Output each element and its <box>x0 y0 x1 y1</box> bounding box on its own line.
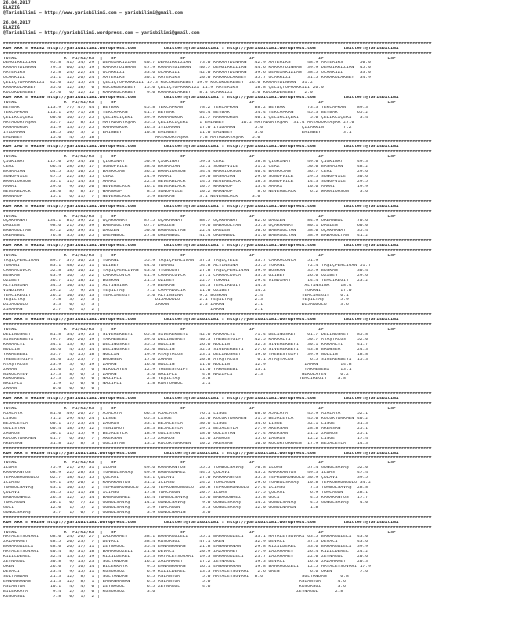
table-row: DEVACİ 23.4 9/ 15/ 11 | KUSURSUZ 6.9 KIZILDEREL 13.3 HAYALETSÜVARİ 2.6 OREN 6.6 OREN 7.6 <box>3 570 369 575</box>
table-row: BEYBAK 113.9 77/ 47/ 44 | BEYBAK 45.8 TEKCAPKAN 78.2 TEKCAPKAN 88.2 BEYBAK 73.3 TEKCAPKAN 89.3 <box>3 105 369 110</box>
table-row: ZAMAN 21.0 1/ 3/ 6 | NİKOLAYEV 12.9 THEBESTGIFT 11.0 YAKMEBEBI 13.1 YAKMEBEBI 13.1 <box>3 367 352 372</box>
separator-line: ########################################################################################################################################################### <box>3 402 432 407</box>
separator-line: ########################################################################################################################################################### <box>3 239 432 244</box>
table-row: TAŞİÇPEHLİVAN 89.7 37/ 36/ 23 | TURANI 55.9 TAŞİÇPEHLİVAN 37.3 TAŞİÇYELE 33.7 CARRACOVCA 51.9 <box>3 258 319 263</box>
table-row: GÖNÜLSAVAŞ 3.7 1/ 0/ 7 | GÖNÜLSAVAŞ 3.9 GÖNÜLNAMIN 3.0 <box>3 510 211 515</box>
section-title: KUM ARA = 99252 http://yarisbilimi.wordpress.com twitter:@Tarisbilimi : http://yarisbilimi.wordpress.com twitter:@Tarisbilimi <box>3 46 399 51</box>
table-row: WARRIORSON 33.1 11/ 14/ 33 | AMARI 22.3 NEVERBLACK 14.5 NEVERBLACK 18.3 SUNOFVILE 14.3 SUNOFVILE 29.5 <box>3 179 369 184</box>
table-row: TEPKOBRONGÜLÜ 62.7 18/ 42/ 15 | ÇOLAVI 43.1 ÇOLAVI 27.0 KARAKANTOS 35.3 TEPKOBRONGÜLÜ 30.9 ÇOLAVI 39.5 <box>3 476 369 481</box>
table-row: ZEYNAGÜL 30.8 9/ 13/ 23 | SULTANDAN 16.2 ZAZAHAMET 17.2 ZEYNAGÜL 19.3 DEVACİ 16.6 ZAZAHAMET 20.3 <box>3 560 369 565</box>
header-place-2: ELAZIĞ <box>3 25 20 31</box>
table-row: TEMCIREĞİT 26.2 10/ 16/ 13 | TEMCIREĞİT 5.0 ALTINSINA 9.2 BUSKAN 2.4 TEMCIREĞİT 6.1 <box>3 293 349 298</box>
separator-line: ########################################################################################################################################################### <box>3 323 432 328</box>
race-section <box>3 239 526 313</box>
table-row: İLUMS 75.9 21/ 29/ 31 | İLUMS 49.6 KARAKANTOS 55.5 TUMBULSAVAŞ 70.8 İLUMS 57.4 GÖNÜLSAVAŞ 52.0 <box>3 466 369 471</box>
separator-line: ########################################################################################################################################################### <box>3 209 432 214</box>
column-header: TOTAL K F1/K2/K3 | 5F 5F 2F 2F LSF <box>3 155 396 160</box>
table-row: UÇAKHANAT 134.1 81/ 39/ 22 | UÇAKHANAT 87.5 UÇAKHANAT 88.7 UÇAKHANAT 82.6 DAĞZEN 84.9 ÜREMNBOL 70.6 <box>3 219 369 224</box>
table-row: OZIBEY 36.7 11/ 18/ 12 | BUSKAN 21.5 OZIBEY 22.7 TURANI 29.4 VİNDIHAT 14.4 TEMCIREĞİT 23.2 <box>3 278 369 283</box>
separator-line: ########################################################################################################################################################### <box>3 51 432 56</box>
table-row: TUMCAĞON 20.1 0/ 7/ 12 | GÖNÜLSAVAŞ 14.2 GÖNÜLSAVAŞ 9.0 GÖNÜLSAVAŞ 14.2 GÖNÜLSAVAŞ 4.5 GÖNÜLSAVAŞ 4.0 <box>3 500 369 505</box>
table-row: DEMGİRKIZIAN 95.8 41/ 54/ 29 | DEMGİRKIZIAN 40.7 DEMGİRKIZIAN 73.0 KARAAYDINHAN 42.9 AATERİKS 48.9 AATERİKS 50.0 <box>3 61 371 66</box>
table-row: KÜCÜKDEREBEY 27.0 6/ 12/ 12 | KARAKULAKBEY 9.0 KARAKULAKBEY 8.1 UCARKIZI 3.0 KÜCÜKDEREBEY 2.0 <box>3 91 313 96</box>
header-credit-2: @Tarisbilimi — http://yarisbilimi.wordpress.com — yarisbilimi@gmail.com <box>3 30 200 36</box>
table-row: HAYALETSÜVARİ 40.4 8/ 31/ 18 | BAHARGÜZELİ 21.0 DEVACİ 20.9 ZAZAHAMET 27.9 ZAZAHAMET 26.4 KIZILDEREL 24.2 <box>3 550 369 555</box>
separator-line: ########################################################################################################################################################### <box>3 515 432 520</box>
race-sections <box>3 42 526 600</box>
table-row: DIJAODOLU 3.3 0/ 1/ 3 | ZARAN 2.3 ZARAN 2.1 DIJAODOLU 3.6 <box>3 303 349 308</box>
table-row: VİNDIHAT 29.2 5/ 9/ 24 | YEŞİLTAŞ 7.2 CAPPADOCIA 11.0 OZIBEY 14.2 TURANI 17.0 <box>3 288 352 293</box>
table-row: BİLEKKAYA 9.4 2/ 3/ 0 | KUSURSUZ 3.6 ZEYNAGÜL 2.8 <box>3 589 344 594</box>
table-row: BUSKAN 43.9 16/ 5/ 22 | CARRACOVCA 41.9 CARRACOVCA 27.1 CARRACOVCA 33.3 OZIBEY 26.6 OZIBEY 29.6 <box>3 273 369 278</box>
table-row: KUKURBOL 17.3 3/ 4/ 0 | NAZİFLİ 2.8 YEŞİLTAŞ 3.8 TEMCIREĞİT 3.8 <box>3 377 346 382</box>
race-section <box>3 516 526 600</box>
table-row: İCİMSU 49.1 19/ 20/ 2 | KARAKANTOS 31.2 İCİMSU 24.2 TUMCAĞON 29.6 TUMBULSAVAŞ 10.8 TEPKOBRONGÜLÜ 34.2 <box>3 481 371 486</box>
table-row: KÜCÜKTÜRKMEN 41.7 6/ 36/ 7 | AKERSAN 17.5 ZAGROS 12.6 ZAGROS 15.6 ZAGROS 12.2 LİSGE 17.4 <box>3 436 369 441</box>
table-row: EMINBEY 15.0 4/ 5/ 18 | MATADORYAŞAR 7.8 MATADORYAŞAR 5.0 <box>3 135 261 140</box>
table-row: UCARKIZI 51.1 12/ 26/ 24 | AATERİKS 30.1 AATERİKS 20.0 KARAKULAKBEY 35.7 UCARKIZI 31.5 KARAKULAKBEY 34.9 <box>3 76 371 81</box>
table-row: ÇELİKCIÇEKİ 60.0 16/ 17/ 25 | ÇELİKCIÇEKİ 39.9 RAHAMUKUR 31.7 RAHAMUKUR 40.1 ÇELİKCIÇEKİ 5.0 ÇELİKCIÇEKİ 3.4 <box>3 115 369 120</box>
section-title: KUM ARA = 99259 http://yarisbilimi.wordpress.com twitter:@Tarisbilimi : http://yarisbilimi.wordpress.com twitter:@Tarisbilimi <box>3 397 399 402</box>
header-date-2: 26.04.2017 <box>3 20 31 26</box>
table-row: İTİDAMAN 18.5 10/ 3/ 2 | EMINBEY 10.8 EMINBEY 11.0 EMINBEY 3.0 EMINBEY 3.1 <box>3 130 352 135</box>
table-row: GÜCİ 12.0 1/ 5/ 2 | GÖNÜLSAVAŞ 5.9 TUMCAĞON 3.3 GÖNÜLSAVAŞ 12.0 GÖNÜLNAMIN 1.8 <box>3 505 319 510</box>
table-row: CERZ 66.4 28/ 28/ 17 | SUNOFVILE 38.6 BASRAJAN 52.1 SUNOFVILE 51.2 CERZ 50.0 BASRAJAN 48.2 <box>3 165 369 170</box>
table-row: AATERİKS 72.8 24/ 22/ 14 | UCARKIZI 33.6 UCARKIZI 42.0 KARAAYDINHAN 39.6 DEMGİRKIZIAN 38.5 UCARKIZI 33.0 <box>3 71 371 76</box>
table-row: BEJALEYLA 60.1 17/ 23/ 24 | ZAGROS 33.1 BEJALEYLA 30.6 LİSGE 34.6 LİSGE 32.1 LİSGE 31.3 <box>3 421 369 426</box>
column-header: TOTAL K F1/K2/K3 | 5F 5F 2F 2F LSF <box>3 100 396 105</box>
table-row: ÜREMNBOL 76.8 35/ 18/ 25 | ÜREMNBOL 27.8 ÜREMNBOL 41.4 ÜREMNBOL 31.0 BABAGÜLTAN 38.9 BABAGÜLTAN 41.2 <box>3 234 369 239</box>
section-title: KUM ARA = 99250 http://yarisbilimi.wordpress.com twitter:@Tarisbilimi : http://yarisbilimi.wordpress.com twitter:@Tarisbilimi <box>3 96 399 101</box>
table-row: ÇOLAVI 34.5 11/ 11/ 10 | İCİMSU 17.8 TUMCAĞON 20.7 İLUMS 17.5 ÇOLAVI 6.9 TUMCAĞON 28.1 <box>3 491 369 496</box>
table-row: NİKOLAYEV 17.3 8/ 6/ 5 | ZAMAN 3.6 NAZİFLİ 4.8 NAZİFLİ 2.3 NİKOLAYEV 6.2 <box>3 372 349 377</box>
separator-line: ########################################################################################################################################################### <box>3 456 432 461</box>
table-row: TEKCAPKAN 113.1 29/ 71/ 28 | TEKCAPKAN 41.7 BEYBAK 64.4 BEYBAK 54.4 TEKCAPKAN 45.3 BEYBAK 65.2 <box>3 110 369 115</box>
table-row: THEBESTGIFT 34.0 15/ 23/ 7 | BROWSER 17.0 ZAMAN 20.8 ATAŞTACUS 6.1 ATAŞTACUS 6.5 SİVEREKBEYİ 15.3 <box>3 357 369 362</box>
column-header: TOTAL K F1/K2/K3 | 5F 5F 2F 2F LSF <box>3 461 396 466</box>
race-section <box>3 392 526 446</box>
table-row: KARAKANTOS 68.9 22/ 28/ 33 | TUMBULSAVAŞ 49.9 BABAGÖNMEZ 44.5 ÇOLAVI 43.2 KARAKANTOS 49.3 İLUMS 47.4 <box>3 471 369 476</box>
table-row: WARNAUP 15.1 6/ 11/ 7 | NEVERBLACK 5.9 BERKAN 3.1 NEVERBLACK 3.0 <box>3 194 261 199</box>
race-section <box>3 447 526 516</box>
table-row: ZIRAHAN 2.7 0/ 1/ 2 | ZARAN 2.1 <box>3 308 263 313</box>
table-row: KARAALTI 34.1 13/ 8/ 14 | DELİNUSRET 35.5 NOLLIN 26.6 NOLLIN 32.3 SİVEREKBEYİ 30.1 KARAALTI 41.7 <box>3 342 369 347</box>
table-row: BABAGÖNMEZ 26.3 12/ 2/ 14 | BABAGÖNMEZ 16.4 TUMBULSAVAŞ 15.6 BABAGÖNMEZ 15.8 GÜCİ 4.5 KARAKANTOS 17.7 <box>3 495 369 500</box>
race-section <box>3 313 526 392</box>
table-row: DAĞZEN 98.6 21/ 56/ 39 | BABAGÜLTAN 67.7 DAĞZEN 79.6 BABAGÜLTAN 55.3 UÇAKHANAT 80.1 DAĞZEN 60.0 <box>3 224 369 229</box>
table-row: GÜLİSTAN 60.4 18/ 19/ 12 | YENIUMUT 28.3 BEJALEYLA 29.1 BEJALEYLA 27.9 AKERSAN 28.8 AKERSAN 25.1 <box>3 426 369 431</box>
separator-line: ########################################################################################################################################################### <box>3 525 432 530</box>
table-row: NAZİFLİ 1.9 1/ 0/ 0 | NAZİFLİ 1.8 KURTUMBOL 2.1 <box>3 382 211 387</box>
table-row: TURANI 83.1 48/ 22/ 11 | OZIBEY 44.6 TURANI 54.8 ALTINSINA 55.5 TURANI 72.4 TAŞİÇPEHLİVAN 51.7 <box>3 263 371 268</box>
table-row: RAHAMUKUR 31.9 13/ 17/ 25 | RAHAMUKUR 16.3 İTİDAMAN 17.0 İTİDAMAN 5.0 ÇIZARKIN 7.2 <box>3 125 352 130</box>
table-row: KUSURSUZ 7.8 0/ 1/ 2 | <box>3 594 100 599</box>
table-row: ZAMAN 0.0 0/ 0/ 0 | <box>3 387 100 392</box>
table-row: DELİNUSRET 81.8 34/ 19/ 23 | SİVEREKBEYİ 65.8 SİVEREKBEYİ 42.6 KARAALTI 71.4 DELİNUSRET 61.7 DELİNUSRET 85.8 <box>3 333 369 338</box>
column-header: TOTAL K F1/K2/K3 | 5F 5F 2F 2F LSF <box>3 254 396 259</box>
section-title: KUM ARA = 99259 http://yarisbilimi.wordpress.com twitter:@Tarisbilimi : http://yarisbilimi.wordpress.com twitter:@Tarisbilimi <box>3 318 399 323</box>
separator-line: ########################################################################################################################################################### <box>3 150 432 155</box>
table-row: AKERSAN 31.8 12/ 8/ 3 | GÜLİSTAN 13.2 KÜCÜKTÜRKMEN 10.2 AKERSAN 10.0 KÜCÜKTÜRKMEN 17.9 BEJALEYLA 14.3 <box>3 441 369 446</box>
table-row: ZAZAHAMET 48.5 20/ 23/ 7 | DEVACİ 38.4 KUSURSUZ 47.1 OREN 32.9 DEVACİ 37.3 DEVACİ 43.6 <box>3 540 369 545</box>
table-row: NOLLIN 36.6 4/ 13/ 14 | DELİNUSRET 32.0 NOLLIN 32.3 SİVEREKBEYİ 27.6 SİVEREKBEYİ 43.8 BROWSER 24.3 <box>3 347 369 352</box>
table-row: OREN 26.0 7/ 16/ 14 | BİLEKKAYA 9.5 EMNANHAHAN 16.1 EMNANHAHAN 19.8 BAHARGÜZELİ 12.5 HAYALETSÜVARİ 17.9 <box>3 565 371 570</box>
table-row: CARRACOVCA 52.8 18/ 16/ 12 | TAŞİÇPEHLİVAN 43.6 YTUNUUST 27.8 TAŞİÇPEHLİVAN 39.9 BUSKAN 35.9 BUSKAN 30.4 <box>3 268 369 273</box>
separator-line: ########################################################################################################################################################### <box>3 446 432 451</box>
column-header: TOTAL K F1/K2/K3 | 5F 5F 2F 2F LSF <box>3 214 396 219</box>
column-header: TOTAL K F1/K2/K3 | 5F 5F 2F 2F LSF <box>3 328 396 333</box>
table-row: ASIANTUR 10.1 4/ 4/ 0 | ZEYNAGÜL 6.5 ZEYNAGÜL 4.6 KUSURSUZ 3.6 <box>3 584 346 589</box>
table-row: SUNOFVILE 47.5 22/ 18/ 15 | CERZ 24.9 AMARI 29.0 BASRAJAN 29.0 SUNOFVILE 29.5 SUNOFVILE 30.6 <box>3 175 369 180</box>
table-row: MATADORYAŞAR 35.7 12/ 8/ 15 | MATADORYAŞAR 35.5 ÇELİKCIÇEKİ 1 EMINBEY 16.2 MATADORYAŞAR 31.4 MATADORYAŞAR 27.0 <box>3 120 355 125</box>
header-date-1: 26.04.2017 <box>3 1 31 6</box>
section-title: KUM ARA = 99250 http://yarisbilimi.wordpress.com twitter:@Tarisbilimi : http://yarisbilimi.wordpress.com twitter:@Tarisbilimi <box>3 204 399 209</box>
table-row: BASRAJAN 64.5 33/ 10/ 25 | BASRAJAN 36.2 WARRIORSON 34.4 WARRIORSON 40.4 BASRAJAN 36.7 CERZ 29.6 <box>3 170 369 175</box>
table-row: HAYALETSÜVARİ 68.0 24/ 26/ 27 | ZAZAHAMET 38.1 BAHARGÜZELİ 55.1 BAHARGÜZELİ 33.1 HAYALETSÜVARİ 63.5 BAHARGÜZELİ 43.0 <box>3 535 369 540</box>
table-row: AMARI 29.6 9/ 16/ 20 | NEVERBLACK 16.1 NEVERBLACK 10.7 WARNAUP 13.4 AMARI 10.6 AMARI 19.9 <box>3 184 369 189</box>
table-row: SİVEREKBEYİ 79.7 30/ 26/ 19 | YAKMEBEBI 39.6 DELİNUSRET 40.3 THEBESTGIFT 42.5 KARAALTI 50.7 ATAŞTACUS 52.0 <box>3 337 369 342</box>
section-title: KUM ZMO = 99259 http://yarisbilimi.wordpress.com twitter:@Tarisbilimi : http://yarisbilimi.wordpress.com twitter:@Tarisbilimi <box>3 145 399 150</box>
column-header: TOTAL K F1/K2/K3 | 5F 5F 2F 2F LSF <box>3 407 396 412</box>
column-header: TOTAL K F1/K2/K3 | 5F 5F 2F 2F LSF <box>3 530 396 535</box>
separator-line: ########################################################################################################################################################### <box>3 199 432 204</box>
separator-line: ########################################################################################################################################################### <box>3 140 432 145</box>
table-row: NEVERBLACK 28.0 8/ 8/ 17 | WARNAUP 8.5 SUNOFVILE 10.2 WARNAUP 8.6 NEVERBLACK 6.2 WARRIORSON 3.6 <box>3 189 369 194</box>
separator-line: ########################################################################################################################################################### <box>3 249 432 254</box>
table-row: LİSGE 71.2 29/ 44/ 24 | LİSGE 65.3 LİSGE 52.0 KÜCÜKTÜRKMEN 51.5 BEJALEYLA 45.0 KÜCÜKTÜRKMEN 40.2 <box>3 416 369 421</box>
table-row: SULTANDAN 21.3 12/ 8/ 1 | SULTANDAN 6.5 ASIANTUR 5.0 HAYALETSÜVARİ 8.6 SULTANDAN 6.8 <box>3 574 349 579</box>
table-row: ATAŞTACUS 23.9 3/ 6/ 19 | ZAMAN 16.0 NOLLIN 11.6 NOLLIN 12.9 ZAMAN 14.8 <box>3 362 352 367</box>
table-row: EMNANHANAN 21.3 12/ 8/ 1 | EMNANHANAN 6.5 ASIANTUR 5.0 ASIANTUR 4.6 <box>3 579 346 584</box>
section-title: KUM ARA = 99252 http://yarisbilimi.wordpress.com twitter:@Tarisbilimi : http://yarisbilimi.wordpress.com twitter:@Tarisbilimi <box>3 244 399 249</box>
race-section <box>3 42 526 141</box>
table-row: AJALAYA 81.0 49/ 26/ 27 | AJALAYA 66.3 AJALAYA 76.1 LİSGE 68.0 AJALAYA 45.9 AJALAYA 52.1 <box>3 412 369 417</box>
table-row: TUMBULSAVAŞ 43.1 10/ 13/ 2 | TEPKOBRONGÜLÜ 22.6 TEPKOBRONGÜLÜ 20.8 TEPKOBRONGÜLÜ 27.4 İCİMSU 7.3 TUMBULSAVAŞ 28.8 <box>3 486 369 491</box>
table-row: ALTINSINA 34.5 10/ 14/ 11 | ALTINSINA 7.9 BERKAN 14.3 TEMCIREĞİT 14.3 ALTINSINA 18.4 <box>3 283 352 288</box>
table-row: BAHARGÜZELİ 48.0 26/ 17/ 11 | ZEYNAGÜL 35.4 EMNANHANAN 21.8 EMNANHANAN 29.8 KIZILDEREL 33.6 BAHARGÜZELİ 39.9 <box>3 545 369 550</box>
header-credit-1: @Tarisbilimi — http://www.yarisbilimi.com — yarisbilimi@gmail.com <box>3 10 183 16</box>
table-row: ZAGROS 50.1 11/ 15/ 9 | BEJALEYLA 18.9 GÜLİSTAN 18.0 GÜLİSTAN 27.4 AKERSAN 21.2 ZAGROS 25.1 <box>3 431 369 436</box>
separator-line: ########################################################################################################################################################### <box>3 392 432 397</box>
table-row: KIZILDEREL 32.4 13/ 15/ 19 | KIZILDEREL 25.3 HAYALETSÜVARİ 19.3 BAHARGÜZELİ 23.7 ZAZAHAMET 22.0 ZEYNAGÜL 20.6 <box>3 555 369 560</box>
section-title: KUM ARA = 99259 http://yarisbilimi.wordpress.com twitter:@Tarisbilimi : http://yarisbilimi.wordpress.com twitter:@Tarisbilimi <box>3 451 399 456</box>
race-section <box>3 140 526 199</box>
column-header: TOTAL K F1/K2/K3 | 5F 5F 2F 2F LSF <box>3 56 396 61</box>
table-row: ÇİĞKİNAT 117.0 29/ 54/ 16 | ÇİĞKİNAT 50.9 ÇİĞKİNAT 59.3 CERZ 58.8 ÇİĞKİNAT 49.0 ÇİĞKİNAT 49.3 <box>3 160 369 165</box>
table-row: BABAGÜLTAN 87.2 28/ 39/ 31 | DAĞZEN 50.0 BABAGÜLTAN 22.4 DAĞZEN 50.6 BABAGÜLTAN 38.0 UÇAKHANAT 35.4 <box>3 229 369 234</box>
section-title: KUM ARA = 99259 http://yarisbilimi.wordpress.com twitter:@Tarisbilimi : http://yarisbilimi.wordpress.com twitter:@Tarisbilimi <box>3 520 399 525</box>
separator-line: ########################################################################################################################################################### <box>3 313 432 318</box>
separator-line: ########################################################################################################################################################### <box>3 41 432 46</box>
table-row: KARAAYDINHAN 79.3 66/ 14/ 19 | KARAAYDINHAN 47.9 KARAAYDINHAN 40.7 DEMGİRKIZIAN 44.6 KARAAYDINHAN 39.9 DEMGİRKIZIAN 45.0 <box>3 66 371 71</box>
table-row: KARAKULAKBEY 35.6 12/ 18/ 0 | KÜCÜKDEREBEY 15.0 ÇELİÇTOPRAKKIZI 11.9 AATERİKS 18.8 ÇELİÇTOPRAKKIZI 26.0 <box>3 86 324 91</box>
race-section <box>3 200 526 240</box>
table-row: ÇELİÇTOPRAKKIZI 42.0 12/ 15/ 24 | ÇELİÇTOPRAKKIZI 17.3 KÜCÜKDEREBEY 19.9 KÜCÜKDEREBEY 26.0 KARAAYDINHAN 31.2 <box>3 81 313 86</box>
header-place-1: ELAZIĞ <box>3 5 20 11</box>
table-row: YAKMEBEBI 35.7 4/ 15/ 18 | NOLLIN 19.9 ATAŞTACUS 23.1 DELİNUSRET 19.0 THEBESTGIFT 39.9 NOLLIN 18.8 <box>3 352 369 357</box>
table-row: YEŞİLTAŞ 7.8 3/ 2/ 3 | DIJAODOLU 2.1 YEŞİLTAŞ 2.3 YEŞİLTAŞ 5.9 <box>3 298 349 303</box>
